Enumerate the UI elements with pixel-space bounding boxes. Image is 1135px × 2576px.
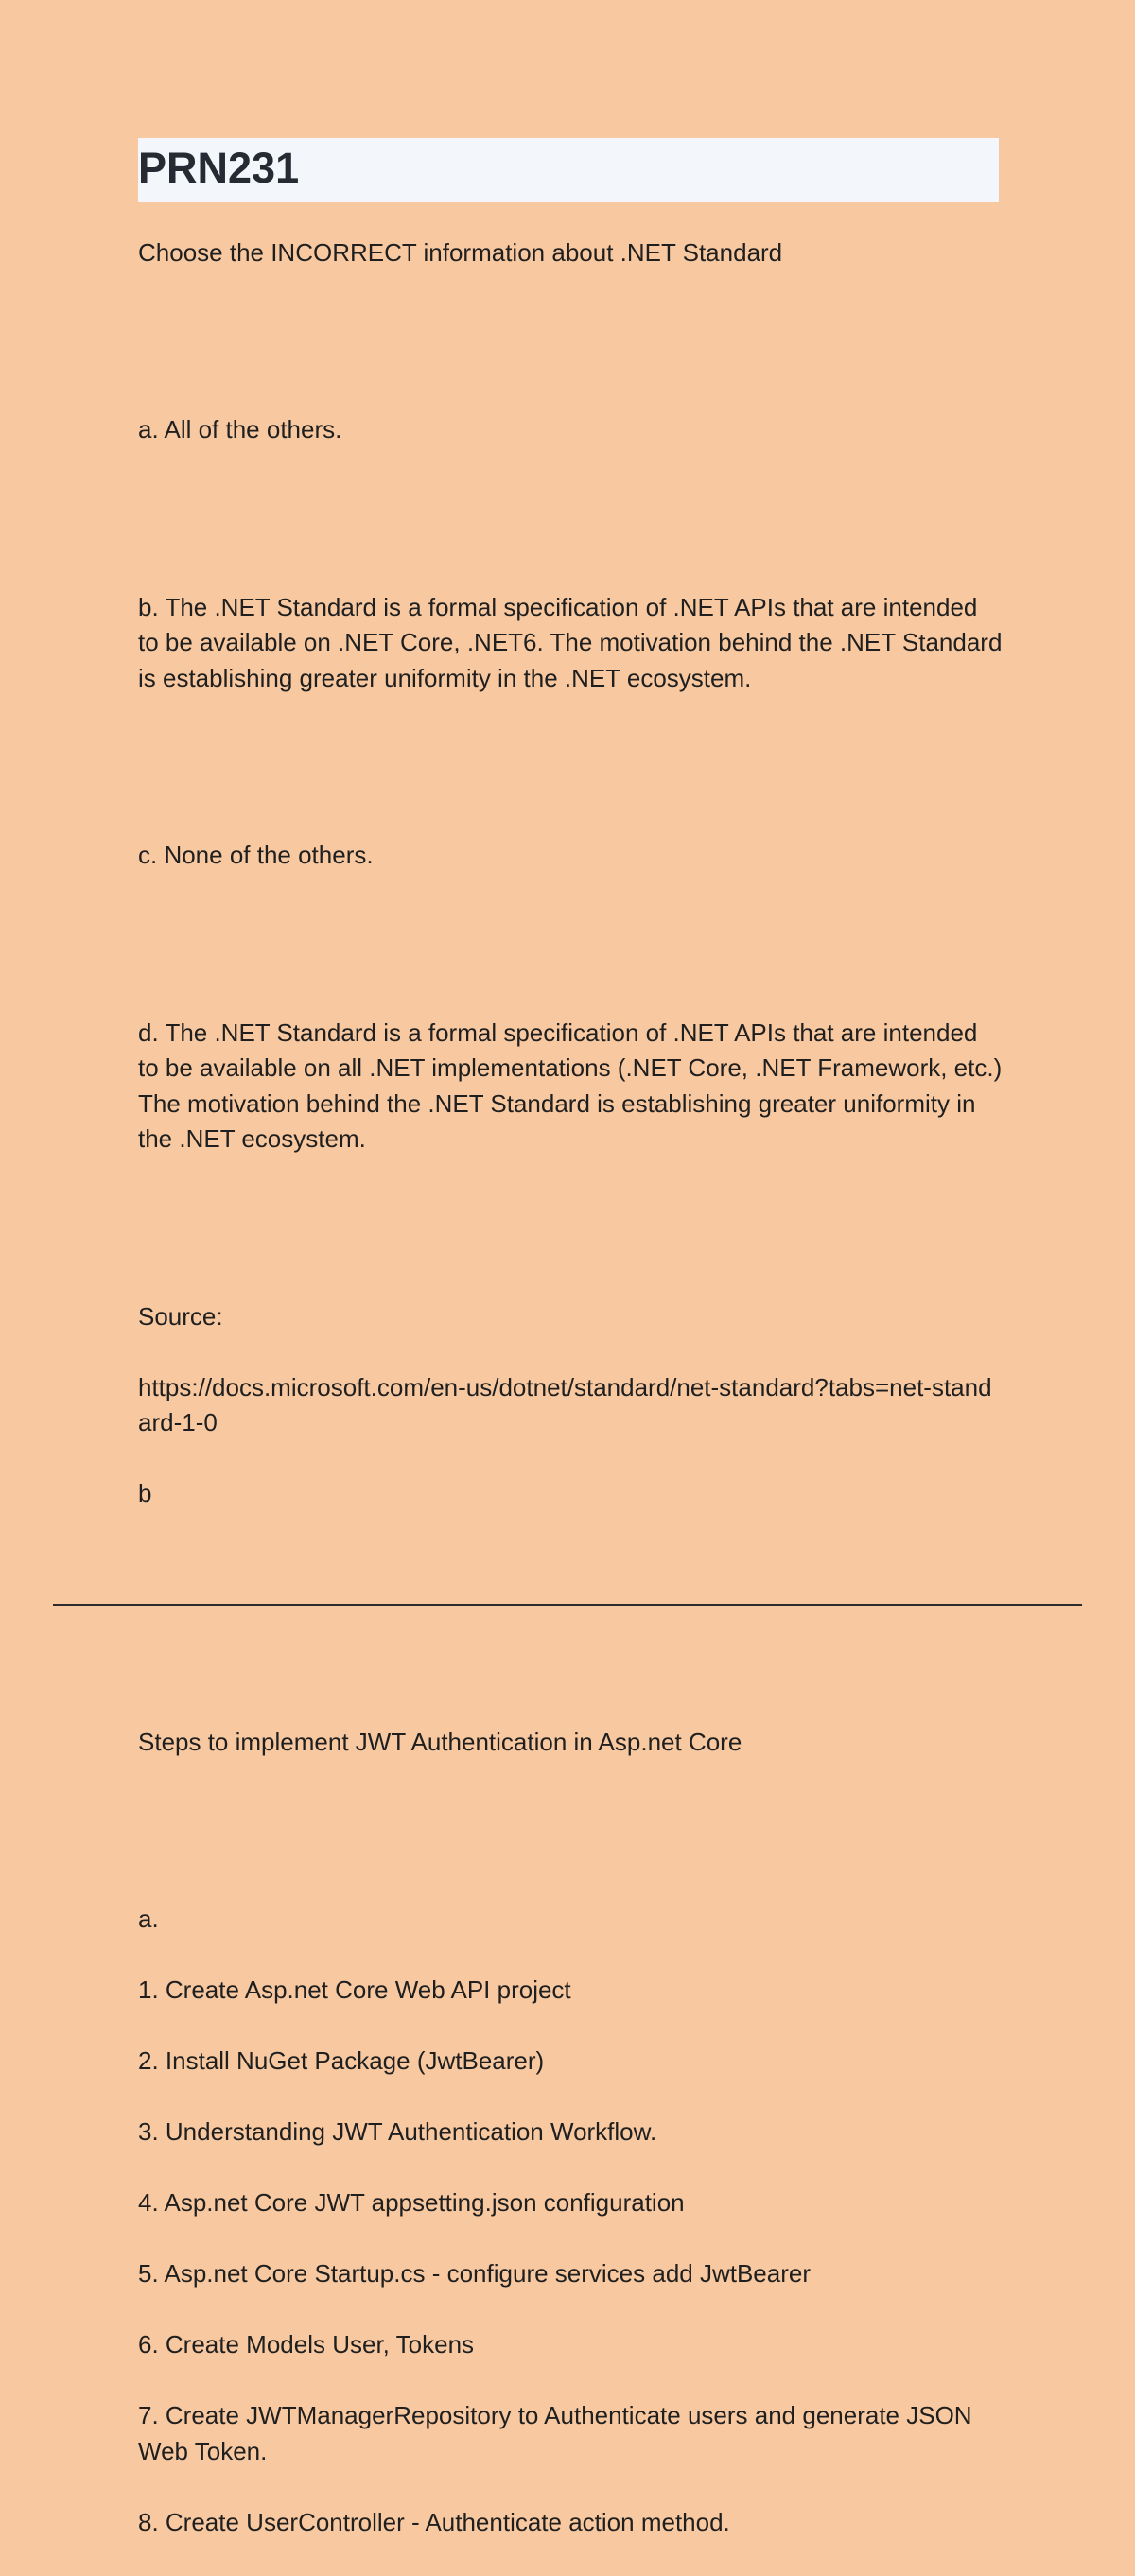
spacer bbox=[138, 909, 1008, 945]
page-title: PRN231 bbox=[138, 144, 300, 192]
question-2-option-a: a. bbox=[138, 1905, 159, 1933]
step-item: 7. Create JWTManagerRepository to Authenticate users and generate JSON Web Token. bbox=[138, 2401, 972, 2465]
question-1-option-c: c. None of the others. bbox=[138, 841, 374, 869]
question-1-prompt: Choose the INCORRECT information about .NET Standard bbox=[138, 237, 783, 267]
document-content bbox=[138, 200, 1008, 2576]
question-1-answer: b bbox=[138, 1479, 152, 1507]
spacer bbox=[138, 1547, 1008, 1654]
step-item: 4. Asp.net Core JWT appsetting.json configuration bbox=[138, 2188, 685, 2217]
spacer bbox=[138, 1192, 1008, 1228]
step-item: 5. Asp.net Core Startup.cs - configure services add JwtBearer bbox=[138, 2259, 812, 2288]
source-url: https://docs.microsoft.com/en-us/dotnet/standard/net-standard?tabs=net-standard-1-0 bbox=[138, 1372, 992, 1436]
step-item: 6. Create Models User, Tokens bbox=[138, 2330, 475, 2358]
step-item: 1. Create Asp.net Core Web API project bbox=[138, 1976, 571, 2004]
source-label: Source: bbox=[138, 1301, 223, 1331]
spacer bbox=[138, 732, 1008, 768]
question-1-option-a: a. All of the others. bbox=[138, 415, 342, 444]
question-2-prompt: Steps to implement JWT Authentication in Asp.net Core bbox=[138, 1727, 742, 1756]
footer-divider bbox=[53, 1604, 1082, 1606]
question-1-option-d: d. The .NET Standard is a formal specification of .NET APIs that are intended to be available on all .NET implementations (.NET Core, .NET Framework, etc.) The motivation behind the .NET Standard is establishing greater uniformity in the .NET ecosystem. bbox=[138, 1018, 1003, 1153]
spacer bbox=[138, 1796, 1008, 1832]
spacer bbox=[138, 483, 1008, 519]
question-1-option-b: b. The .NET Standard is a formal specification of .NET APIs that are intended to be available on .NET Core, .NET6. The motivation behind the .NET Standard is establishing greater uniformity in the .NET ecosystem. bbox=[138, 592, 1003, 692]
step-item: 2. Install NuGet Package (JwtBearer) bbox=[138, 2046, 545, 2075]
title-banner bbox=[138, 138, 999, 202]
step-item: 8. Create UserController - Authenticate action method. bbox=[138, 2507, 730, 2536]
spacer bbox=[138, 306, 1008, 342]
step-item: 3. Understanding JWT Authentication Workflow. bbox=[138, 2117, 657, 2146]
